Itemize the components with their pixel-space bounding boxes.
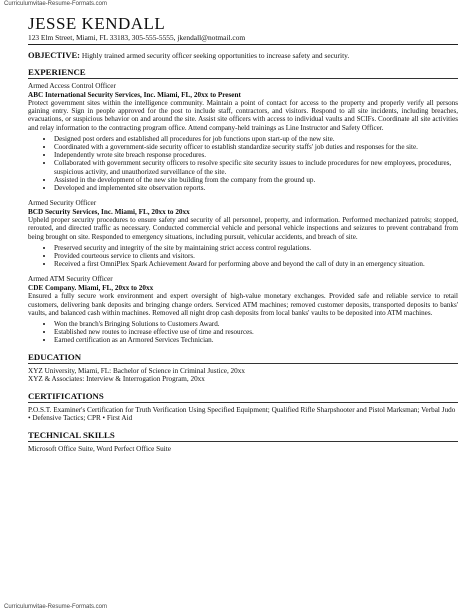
certifications-text: P.O.S.T. Examiner's Certification for Truth Verification Using Specified Equipment; Qualified Rifle Sharpshooter and Pistol Marksman; Verbal Judo • Defensive Tactics; CPR • First Aid xyxy=(28,405,456,423)
contact-line: 123 Elm Street, Miami, FL 33183, 305-555-5555, jkendall@notmail.com xyxy=(28,33,246,42)
list-item: • Won the branch's Bringing Solutions to Customers Award. xyxy=(54,320,458,328)
education-heading: EDUCATION xyxy=(28,351,82,362)
objective-label: OBJECTIVE: xyxy=(28,50,80,60)
candidate-name: JESSE KENDALL xyxy=(28,14,166,33)
skills-text: Microsoft Office Suite, Word Perfect Office Suite xyxy=(28,444,171,453)
certifications-divider xyxy=(28,402,458,403)
skills-heading: TECHNICAL SKILLS xyxy=(28,429,115,440)
skills-divider xyxy=(28,441,458,442)
job-2 xyxy=(28,199,458,268)
job-description: Ensured a fully secure work environment and expert oversight of high-value monetary exchanges. Provided safe and reliable service to retail customers, delivering bank deposits and bringing change orders. Serviced ATM machines; removed customer deposits, transported deposits to banks' vaults, and balanced cash within machines. Removed all night drop cash deposits from local banks' vaults to be deposited into ATM machines. xyxy=(28,292,458,317)
job-achievements xyxy=(28,244,458,269)
job-title: Armed Security Officer xyxy=(28,199,97,208)
education-item: XYZ University, Miami, FL: Bachelor of Science in Criminal Justice, 20xx xyxy=(28,366,245,375)
watermark-bottom: Curriculumvitae-Resume-Formats.com xyxy=(4,604,108,610)
header-divider xyxy=(28,44,458,45)
list-item: • Received a first OmniPlex Spark Achievement Award for performing above and beyond the call of duty in an emergency situation. xyxy=(54,260,458,268)
list-item: • Earned certification as an Armored Services Technician. xyxy=(54,336,458,344)
objective-section xyxy=(28,51,458,60)
list-item: • Designed post orders and established all procedures for job functions upon start-up of the new site. xyxy=(54,135,458,143)
education-item: XYZ & Associates: Interview & Interrogation Program, 20xx xyxy=(28,375,205,384)
education-divider xyxy=(28,363,458,364)
job-title: Armed ATM Security Officer xyxy=(28,275,113,284)
list-item: • Established new routes to increase effective use of time and resources. xyxy=(54,328,458,336)
watermark-top: Curriculumvitae-Resume-Formats.com xyxy=(4,1,108,7)
list-item: • Independently wrote site breach response procedures. xyxy=(54,151,458,159)
experience-heading: EXPERIENCE xyxy=(28,67,86,77)
job-company: ABC International Security Services, Inc. Miami, FL, 20xx to Present xyxy=(28,90,241,99)
job-achievements xyxy=(28,320,458,345)
list-item: • Preserved security and integrity of the site by maintaining strict access control regulations. xyxy=(54,244,458,252)
list-item: • Provided courteous service to clients and visitors. xyxy=(54,252,458,260)
job-title: Armed Access Control Officer xyxy=(28,82,116,90)
objective-text: Highly trained armed security officer seeking opportunities to increase safety and security. xyxy=(79,51,350,60)
job-achievements xyxy=(28,135,458,192)
list-item: • Developed and implemented site observation reports. xyxy=(54,184,458,192)
job-description: Upheld proper security procedures to ensure safety and security of all personnel, property, and information. Performed mechanized patrols; stopped, rerouted, and directed traffic as necessary. Conducted commercial vehicle and personal vehicle inspections and seizures to prevent contraband from being brought on site. Responded to emergency situations, including pursuit, vehicular accidents, and breach of site. xyxy=(28,216,458,241)
certifications-heading: CERTIFICATIONS xyxy=(28,390,104,401)
job-1 xyxy=(28,82,458,192)
job-company: CDE Company. Miami, FL, 20xx to 20xx xyxy=(28,283,154,292)
job-3 xyxy=(28,275,458,344)
list-item: • Collaborated with government security officers to resolve specific site security issues to include procedures for new employees, procedures, suspicious activity, and unauthorized surveillance of the site. xyxy=(54,159,458,175)
job-description: Protect government sites within the intelligence community. Maintain a point of contact for access to the property and properly verify all persons gaining entry. Sign in people approved for the post to include staff, contractors, and visitors. Respond to all site incidents, including breaches, evacuations, or suspicious behavior on and around the site. Assist site officers with access to individual vaults and SCIFs. Coordinate all site activities and relay information to the contracting program office. Attend company-held trainings as Line Instructor and Safety Officer. xyxy=(28,99,458,132)
experience-divider xyxy=(28,78,458,79)
list-item: • Coordinated with a government-side security officer to establish standardize security staffs' job duties and responses for the site. xyxy=(54,143,458,151)
job-company: BCD Security Services, Inc. Miami, FL, 20xx to 20xx xyxy=(28,207,190,216)
list-item: • Assisted in the development of the new site building from the company from the ground up. xyxy=(54,176,458,184)
